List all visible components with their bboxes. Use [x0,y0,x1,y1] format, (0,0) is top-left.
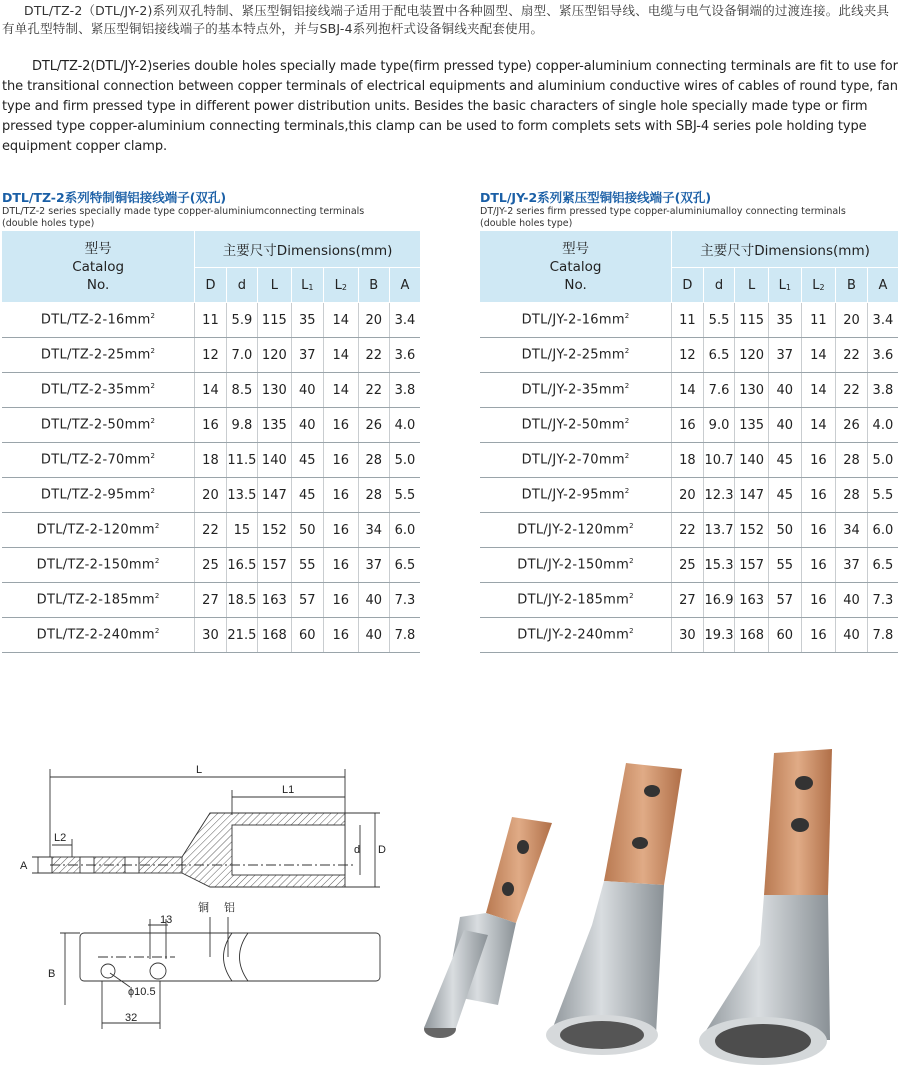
value-cell-d: 9.8 [226,408,257,443]
col-header-L1 [768,268,801,303]
model-cell [480,408,672,443]
value-cell-A: 4.0 [867,408,898,443]
table-row [480,548,898,583]
value-cell-D: 11 [195,303,226,338]
value-cell-B: 40 [358,583,389,618]
model-cell [2,373,195,408]
value-cell-B: 26 [836,408,868,443]
col-header-D: D [195,268,226,303]
value-cell-L1: 37 [768,338,801,373]
model-unit-exponent: 2 [154,522,160,531]
value-cell-D: 20 [672,478,704,513]
value-cell-D: 12 [672,338,704,373]
value-cell-A: 6.0 [867,513,898,548]
model-cell [480,478,672,513]
model-cell [2,443,195,478]
value-cell-L2: 16 [324,443,358,478]
hole-1 [101,964,115,978]
catalog-header-en: Catalog [549,258,602,275]
table-subtitle: DTL/TZ-2 series specially made type copper-aluminiumconnecting terminals [2,206,365,217]
value-cell-L1: 60 [291,618,323,653]
value-cell-A: 3.6 [389,338,420,373]
value-cell-L: 168 [258,618,291,653]
value-cell-B: 22 [358,338,389,373]
model-unit-exponent: 2 [629,557,634,566]
value-cell-L2: 11 [801,303,836,338]
blade-hole [795,776,813,790]
label-aluminium: 铝 [224,902,235,914]
model-name: DTL/JY-2-185mm [517,592,630,608]
dimensions-header: 主要尺寸Dimensions(mm) [672,231,898,268]
model-unit-exponent: 2 [629,592,634,601]
product-photo [420,745,900,1070]
col-header-A: A [389,268,420,303]
value-cell-d: 16.5 [226,548,257,583]
value-cell-B: 40 [358,618,389,653]
col-header-L: L [735,268,769,303]
value-cell-D: 16 [672,408,704,443]
model-name: DTL/JY-2-25mm [521,347,625,363]
blade-hole [644,785,660,797]
barrel-opening [560,1021,644,1049]
value-cell-L1: 45 [291,478,323,513]
catalog-header-cn: 型号 [84,240,112,257]
catalog-header-no: No. [86,276,110,293]
value-cell-A: 7.8 [389,618,420,653]
col-header-L2 [324,268,358,303]
model-unit-exponent: 2 [624,452,630,461]
hole-2 [150,963,166,979]
copper-blade [604,763,682,885]
model-cell [2,548,195,583]
value-cell-D: 14 [672,373,704,408]
label-13: 13 [160,914,173,926]
model-name: DTL/JY-2-70mm [521,452,625,468]
value-cell-L: 147 [735,478,769,513]
model-name: DTL/JY-2-35mm [521,382,625,398]
value-cell-d: 7.6 [703,373,735,408]
value-cell-L: 168 [735,618,769,653]
model-cell [2,513,195,548]
table-row [2,478,420,513]
value-cell-B: 22 [358,373,389,408]
value-cell-L2: 16 [801,443,836,478]
value-cell-D: 25 [672,548,704,583]
value-cell-D: 18 [195,443,226,478]
model-name: DTL/JY-2-120mm [517,522,630,538]
value-cell-L: 135 [258,408,291,443]
col-header-d: d [703,268,735,303]
value-cell-L1: 35 [291,303,323,338]
value-cell-L2: 16 [324,548,358,583]
value-cell-L: 152 [258,513,291,548]
value-cell-d: 5.9 [226,303,257,338]
value-cell-d: 11.5 [226,443,257,478]
value-cell-L1: 57 [768,583,801,618]
value-cell-L: 140 [258,443,291,478]
table-row [480,373,898,408]
model-cell [480,513,672,548]
label-d: d [354,844,361,856]
model-unit-exponent: 2 [624,312,630,321]
barrel-arc [240,933,249,981]
value-cell-L1: 57 [291,583,323,618]
model-name: DTL/JY-2-95mm [521,487,625,503]
table-row [2,373,420,408]
model-name: DTL/JY-2-50mm [521,417,625,433]
value-cell-A: 6.0 [389,513,420,548]
value-cell-A: 6.5 [389,548,420,583]
value-cell-L: 135 [735,408,769,443]
model-unit-exponent: 2 [624,382,630,391]
subscript: 2 [819,282,825,292]
value-cell-A: 7.3 [389,583,420,618]
value-cell-L2: 16 [324,478,358,513]
model-unit-exponent: 2 [154,557,160,566]
value-cell-L2: 14 [324,373,358,408]
terminal-medium [546,763,682,1055]
value-cell-L1: 55 [768,548,801,583]
dimensions-header: 主要尺寸Dimensions(mm) [195,231,420,268]
value-cell-L: 157 [735,548,769,583]
model-cell [2,338,195,373]
model-name: DTL/JY-2-16mm [521,312,625,328]
intro-english: DTL/TZ-2(DTL/JY-2)series double holes specially made type(firm pressed type) copper-aluminium connecting terminals are fit to use for the transitional connection between copper terminals of electrical equipments and aluminium conductive wires of cables of round type, fan type and firm pressed type in different power distribution units. Besides the basic characters of single hole specially made type or firm pressed type copper-aluminium connecting terminals,this clamp can be used to form complets sets with SBJ-4 series pole holding type equipment copper clamp. [2,59,898,154]
model-unit-exponent: 2 [150,312,156,321]
col-header-L2 [801,268,836,303]
value-cell-A: 5.5 [867,478,898,513]
model-unit-exponent: 2 [624,347,630,356]
table-row [2,513,420,548]
label-32: 32 [125,1012,138,1024]
table-row [2,443,420,478]
table-row [2,408,420,443]
table-row [2,583,420,618]
label-L: L [196,764,203,776]
value-cell-L1: 55 [291,548,323,583]
table-row [480,443,898,478]
model-unit-exponent: 2 [629,522,634,531]
terminal-small [424,817,552,1038]
model-unit-exponent: 2 [154,592,160,601]
value-cell-B: 22 [836,338,868,373]
table-row [2,618,420,653]
label-copper: 铜 [198,902,209,914]
value-cell-B: 37 [836,548,868,583]
model-name: DTL/TZ-2-95mm [40,487,151,503]
subscript: 1 [308,282,314,292]
model-cell [2,618,195,653]
value-cell-D: 30 [195,618,226,653]
value-cell-D: 22 [672,513,704,548]
model-cell [2,478,195,513]
intro-chinese: DTL/TZ-2（DTL/JY-2)系列双孔特制、紧压型铜铝接线端子适用于配电装置中各种圆型、扇型、紧压型铝导线、电缆与电气设备铜端的过渡连接。此线夹具有单孔型特制、紧压型铜铝接线端子的基本特点外，并与SBJ-4系列抱杆式设备铜线夹配套使用。 [2,3,890,36]
value-cell-L2: 14 [801,338,836,373]
table-body [2,303,420,653]
table-title: DTL/JY-2系列紧压型铜铝接线端子(双孔) [480,190,712,205]
table-row [480,303,898,338]
value-cell-d: 16.9 [703,583,735,618]
value-cell-d: 9.0 [703,408,735,443]
value-cell-L2: 14 [801,373,836,408]
col-header-A: A [867,268,898,303]
value-cell-D: 20 [195,478,226,513]
value-cell-d: 13.7 [703,513,735,548]
model-name: DTL/TZ-2-240mm [36,627,155,643]
model-unit-exponent: 2 [154,627,160,636]
subscript: 2 [341,282,347,292]
value-cell-L1: 40 [768,373,801,408]
model-cell [2,303,195,338]
catalog-header [2,231,195,303]
value-cell-D: 27 [672,583,704,618]
model-name: DTL/TZ-2-70mm [40,452,151,468]
catalog-header-no: No. [564,276,587,293]
value-cell-d: 6.5 [703,338,735,373]
value-cell-d: 13.5 [226,478,257,513]
table-body [480,303,898,653]
model-name: DTL/JY-2-240mm [517,627,630,643]
model-cell [480,338,672,373]
value-cell-B: 20 [358,303,389,338]
table-subtitle-2: (double holes type) [480,218,573,229]
blade-hole [517,840,529,854]
table-row [480,478,898,513]
table-subtitle: DT/JY-2 series firm pressed type copper-aluminiumalloy connecting terminals [480,206,846,217]
value-cell-B: 40 [836,583,868,618]
blade-hole [502,882,514,896]
model-name: DTL/TZ-2-35mm [40,382,151,398]
value-cell-A: 4.0 [389,408,420,443]
model-cell [480,548,672,583]
value-cell-L1: 35 [768,303,801,338]
value-cell-A: 3.6 [867,338,898,373]
barrel-opening [715,1024,811,1058]
value-cell-A: 7.3 [867,583,898,618]
value-cell-L2: 16 [324,408,358,443]
table-subtitle-2: (double holes type) [2,218,95,229]
value-cell-D: 18 [672,443,704,478]
col-header-D: D [672,268,704,303]
value-cell-B: 28 [358,443,389,478]
value-cell-L: 120 [735,338,769,373]
value-cell-A: 5.0 [389,443,420,478]
model-cell [480,618,672,653]
value-cell-D: 16 [195,408,226,443]
catalog-header-en: Catalog [72,258,125,275]
value-cell-L: 152 [735,513,769,548]
value-cell-A: 6.5 [867,548,898,583]
model-unit-exponent: 2 [150,382,156,391]
value-cell-B: 26 [358,408,389,443]
value-cell-L: 147 [258,478,291,513]
col-header-L2-text: L2 [812,277,825,293]
value-cell-d: 15.3 [703,548,735,583]
terminal-large [699,749,832,1065]
value-cell-d: 7.0 [226,338,257,373]
model-cell [480,373,672,408]
table-row [480,618,898,653]
value-cell-D: 14 [195,373,226,408]
value-cell-d: 15 [226,513,257,548]
technical-drawing [10,745,410,1045]
value-cell-L: 130 [735,373,769,408]
value-cell-d: 12.3 [703,478,735,513]
value-cell-B: 34 [358,513,389,548]
label-B: B [48,968,56,980]
value-cell-L: 157 [258,548,291,583]
col-header-L1-text: L1 [778,277,791,293]
value-cell-L2: 16 [801,548,836,583]
table-row [480,583,898,618]
value-cell-d: 5.5 [703,303,735,338]
value-cell-B: 28 [358,478,389,513]
value-cell-D: 12 [195,338,226,373]
table-row [2,548,420,583]
catalog-header [480,231,672,303]
value-cell-L1: 37 [291,338,323,373]
model-unit-exponent: 2 [629,627,634,636]
value-cell-L1: 45 [291,443,323,478]
value-cell-L1: 45 [768,443,801,478]
model-unit-exponent: 2 [150,417,156,426]
value-cell-L2: 16 [801,583,836,618]
aluminium-barrel [550,881,664,1035]
value-cell-D: 30 [672,618,704,653]
col-header-d: d [226,268,257,303]
value-cell-L2: 16 [801,478,836,513]
value-cell-L2: 14 [324,338,358,373]
value-cell-L: 115 [258,303,291,338]
table-row [2,338,420,373]
value-cell-L2: 14 [324,303,358,338]
value-cell-L2: 16 [324,618,358,653]
model-unit-exponent: 2 [150,452,156,461]
value-cell-L1: 60 [768,618,801,653]
value-cell-L: 163 [258,583,291,618]
model-cell [480,303,672,338]
model-name: DTL/TZ-2-25mm [40,347,151,363]
model-name: DTL/JY-2-150mm [517,557,630,573]
value-cell-D: 22 [195,513,226,548]
table-row [480,513,898,548]
model-name: DTL/TZ-2-185mm [36,592,155,608]
model-unit-exponent: 2 [624,487,630,496]
table-title: DTL/TZ-2系列特制铜铝接线端子(双孔) [2,190,227,205]
value-cell-A: 7.8 [867,618,898,653]
copper-blade [486,817,552,923]
catalog-header-cn: 型号 [562,240,590,257]
model-cell [480,443,672,478]
value-cell-L2: 16 [801,513,836,548]
col-header-B: B [836,268,868,303]
value-cell-d: 10.7 [703,443,735,478]
value-cell-A: 3.4 [867,303,898,338]
value-cell-A: 5.5 [389,478,420,513]
model-unit-exponent: 2 [624,417,630,426]
col-header-L1-text: L1 [301,277,314,293]
blade-hole [632,837,648,849]
table-row [2,303,420,338]
value-cell-L1: 40 [291,408,323,443]
value-cell-B: 37 [358,548,389,583]
value-cell-L1: 40 [291,373,323,408]
value-cell-D: 25 [195,548,226,583]
value-cell-L1: 40 [768,408,801,443]
label-hole-diameter: ϕ10.5 [128,986,156,998]
model-unit-exponent: 2 [150,347,156,356]
model-cell [2,583,195,618]
value-cell-A: 5.0 [867,443,898,478]
col-header-L1 [291,268,323,303]
label-D: D [378,844,386,856]
subscript: 1 [785,282,791,292]
value-cell-B: 28 [836,478,868,513]
value-cell-B: 22 [836,373,868,408]
value-cell-L: 130 [258,373,291,408]
model-name: DTL/TZ-2-150mm [36,557,155,573]
label-L1: L1 [282,784,295,796]
value-cell-L2: 16 [324,513,358,548]
table-panel-jy2 [480,189,900,653]
model-name: DTL/TZ-2-120mm [36,522,155,538]
model-cell [2,408,195,443]
blade-hole [791,818,809,832]
value-cell-L: 120 [258,338,291,373]
label-A: A [20,860,28,872]
leader-line [110,973,130,987]
value-cell-L: 163 [735,583,769,618]
value-cell-d: 21.5 [226,618,257,653]
value-cell-L: 140 [735,443,769,478]
value-cell-L2: 14 [801,408,836,443]
value-cell-L1: 50 [768,513,801,548]
spec-table-jy2 [480,231,898,653]
model-name: DTL/TZ-2-50mm [40,417,151,433]
value-cell-A: 3.4 [389,303,420,338]
table-panel-tz2 [2,189,422,653]
value-cell-B: 34 [836,513,868,548]
value-cell-B: 20 [836,303,868,338]
model-unit-exponent: 2 [150,487,156,496]
model-name: DTL/TZ-2-16mm [40,312,151,328]
value-cell-A: 3.8 [867,373,898,408]
value-cell-L2: 16 [801,618,836,653]
value-cell-L1: 45 [768,478,801,513]
spec-table-tz2 [2,231,420,653]
value-cell-L1: 50 [291,513,323,548]
value-cell-B: 40 [836,618,868,653]
table-row [480,338,898,373]
value-cell-d: 19.3 [703,618,735,653]
model-cell [480,583,672,618]
table-row [480,408,898,443]
col-header-L: L [258,268,291,303]
barrel-bore [232,825,345,875]
value-cell-A: 3.8 [389,373,420,408]
value-cell-B: 28 [836,443,868,478]
label-L2: L2 [54,832,67,844]
value-cell-L: 115 [735,303,769,338]
value-cell-L2: 16 [324,583,358,618]
value-cell-d: 8.5 [226,373,257,408]
col-header-B: B [358,268,389,303]
value-cell-D: 27 [195,583,226,618]
col-header-L2-text: L2 [334,277,347,293]
value-cell-d: 18.5 [226,583,257,618]
value-cell-D: 11 [672,303,704,338]
